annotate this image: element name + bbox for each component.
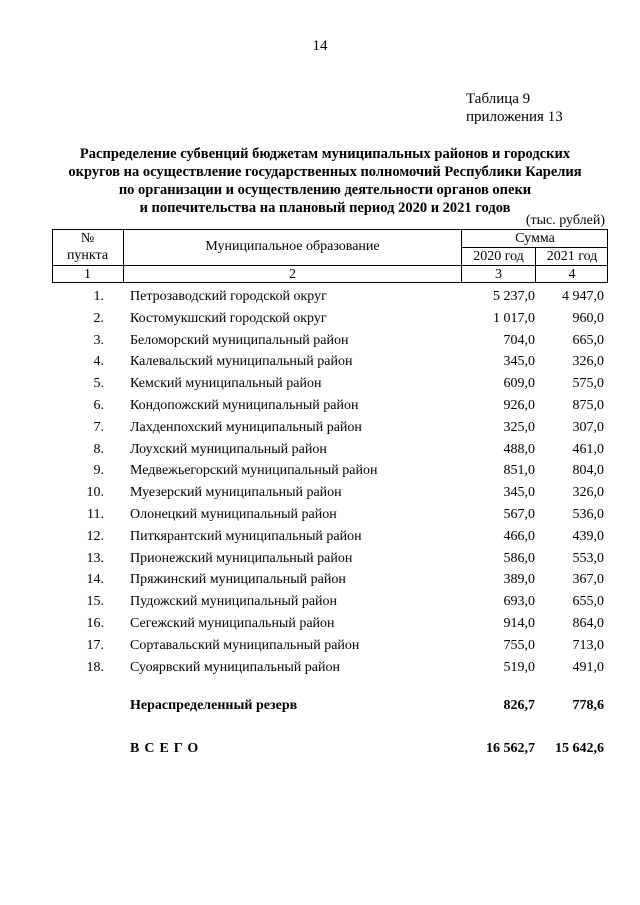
row-value-2020: 488,0 <box>503 441 535 457</box>
row-municipality: Питкярантский муниципальный район <box>130 528 362 544</box>
reserve-2021: 778,6 <box>572 698 604 713</box>
row-number: 2. <box>93 310 104 326</box>
row-municipality: Пряжинский муниципальный район <box>130 572 346 588</box>
document-title <box>40 145 610 217</box>
table-row <box>52 526 608 548</box>
row-value-2021: 655,0 <box>572 594 604 610</box>
row-value-2021: 575,0 <box>572 376 604 392</box>
header-col-index-4: 4 <box>568 267 576 282</box>
row-value-2021: 326,0 <box>572 485 604 501</box>
header-year-2020: 2020 год <box>473 249 524 264</box>
row-number: 14. <box>86 572 104 588</box>
row-value-2020: 567,0 <box>503 506 535 522</box>
row-municipality: Кондопожский муниципальный район <box>130 397 359 413</box>
row-value-2020: 389,0 <box>503 572 535 588</box>
header-year-2021: 2021 год <box>546 249 598 264</box>
row-municipality: Суоярвский муниципальный район <box>130 659 340 675</box>
row-value-2020: 609,0 <box>503 376 535 392</box>
table-row <box>52 417 608 439</box>
row-value-2021: 875,0 <box>572 397 604 413</box>
table-row <box>52 286 608 308</box>
row-municipality: Петрозаводский городской округ <box>130 289 327 304</box>
table-row <box>52 308 608 330</box>
table-row <box>52 373 608 395</box>
row-value-2020: 325,0 <box>503 419 535 435</box>
row-value-2020: 586,0 <box>503 550 535 566</box>
row-value-2020: 5 237,0 <box>493 289 535 304</box>
row-value-2021: 4 947,0 <box>562 289 604 304</box>
total-label: ВСЕГО <box>130 741 204 756</box>
table-row <box>52 613 608 635</box>
row-municipality: Прионежский муниципальный район <box>130 550 353 566</box>
row-municipality: Костомукшский городской округ <box>130 310 327 326</box>
row-number: 9. <box>93 463 104 479</box>
row-number: 18. <box>86 659 104 675</box>
table-ref-line1: Таблица 9 <box>466 91 531 107</box>
row-number: 7. <box>93 419 104 435</box>
row-value-2020: 345,0 <box>503 485 535 501</box>
table-row <box>52 657 608 679</box>
row-number: 1. <box>93 289 104 304</box>
row-municipality: Олонецкий муниципальный район <box>130 506 337 522</box>
row-number: 4. <box>93 354 104 370</box>
total-2020: 16 562,7 <box>486 741 535 756</box>
table-row <box>52 548 608 570</box>
row-value-2021: 553,0 <box>572 550 604 566</box>
row-value-2021: 864,0 <box>572 615 604 631</box>
row-value-2020: 704,0 <box>503 332 535 348</box>
reserve-2020: 826,7 <box>503 698 535 713</box>
header-municipality: Муниципальное образование <box>205 239 380 254</box>
row-number: 5. <box>93 376 104 392</box>
row-value-2021: 804,0 <box>572 463 604 479</box>
table-row <box>52 330 608 352</box>
table-row <box>52 482 608 504</box>
row-value-2021: 326,0 <box>572 354 604 370</box>
row-value-2021: 960,0 <box>572 310 604 326</box>
table-row <box>52 395 608 417</box>
row-value-2020: 755,0 <box>503 637 535 653</box>
row-number: 17. <box>86 637 104 653</box>
row-number: 8. <box>93 441 104 457</box>
table-ref-line2: приложения 13 <box>466 109 563 125</box>
table-row <box>52 504 608 526</box>
row-value-2020: 519,0 <box>503 659 535 675</box>
row-value-2021: 461,0 <box>572 441 604 457</box>
row-municipality: Медвежьегорский муниципальный район <box>130 463 378 479</box>
row-value-2020: 466,0 <box>503 528 535 544</box>
row-value-2020: 345,0 <box>503 354 535 370</box>
header-num-line1: № <box>80 231 95 246</box>
row-number: 3. <box>93 332 104 348</box>
table-row <box>52 439 608 461</box>
header-col-index-1: 1 <box>84 267 91 282</box>
row-municipality: Кемский муниципальный район <box>130 376 322 392</box>
table-row <box>52 591 608 613</box>
title-line4: и попечительства на плановый период 2020 и 2021 годов <box>139 200 511 216</box>
page-number: 14 <box>312 38 328 54</box>
row-value-2020: 1 017,0 <box>493 310 535 326</box>
row-value-2021: 491,0 <box>572 659 604 675</box>
table-row <box>52 569 608 591</box>
row-municipality: Сегежский муниципальный район <box>130 615 335 631</box>
row-value-2021: 439,0 <box>572 528 604 544</box>
header-sum: Сумма <box>515 231 555 246</box>
row-value-2021: 536,0 <box>572 506 604 522</box>
row-number: 12. <box>86 528 104 544</box>
title-line2: округов на осуществление государственных полномочий Республики Карелия <box>68 164 582 180</box>
row-number: 16. <box>86 615 104 631</box>
row-number: 11. <box>87 506 104 522</box>
row-municipality: Лахденпохский муниципальный район <box>130 419 362 435</box>
row-number: 13. <box>86 550 104 566</box>
table-reference <box>466 90 563 126</box>
row-value-2020: 851,0 <box>503 463 535 479</box>
row-municipality: Сортавальский муниципальный район <box>130 637 360 653</box>
row-municipality: Пудожский муниципальный район <box>130 594 338 610</box>
row-value-2021: 713,0 <box>572 637 604 653</box>
total-2021: 15 642,6 <box>555 741 604 756</box>
header-num-line2: пункта <box>66 248 109 263</box>
units-label: (тыс. рублей) <box>525 213 605 228</box>
header-col-index-2: 2 <box>289 267 296 282</box>
row-municipality: Лоухский муниципальный район <box>130 441 327 457</box>
table-body <box>52 286 608 678</box>
row-municipality: Муезерский муниципальный район <box>130 485 342 501</box>
row-value-2021: 307,0 <box>572 419 604 435</box>
table-row <box>52 351 608 373</box>
row-number: 6. <box>93 397 104 413</box>
row-value-2020: 926,0 <box>503 397 535 413</box>
title-line1: Распределение субвенций бюджетам муниципальных районов и городских <box>79 146 571 162</box>
row-value-2021: 665,0 <box>572 332 604 348</box>
title-line3: по организации и осуществлению деятельности органов опеки <box>118 182 532 198</box>
row-number: 15. <box>86 594 104 610</box>
row-municipality: Беломорский муниципальный район <box>130 332 349 348</box>
table-row <box>52 460 608 482</box>
row-number: 10. <box>86 485 104 501</box>
row-value-2021: 367,0 <box>572 572 604 588</box>
reserve-label: Нераспределенный резерв <box>130 698 298 713</box>
row-value-2020: 693,0 <box>503 594 535 610</box>
row-municipality: Калевальский муниципальный район <box>130 354 353 370</box>
row-value-2020: 914,0 <box>503 615 535 631</box>
table-row <box>52 635 608 657</box>
header-col-index-3: 3 <box>495 267 502 282</box>
table-header <box>52 229 608 283</box>
